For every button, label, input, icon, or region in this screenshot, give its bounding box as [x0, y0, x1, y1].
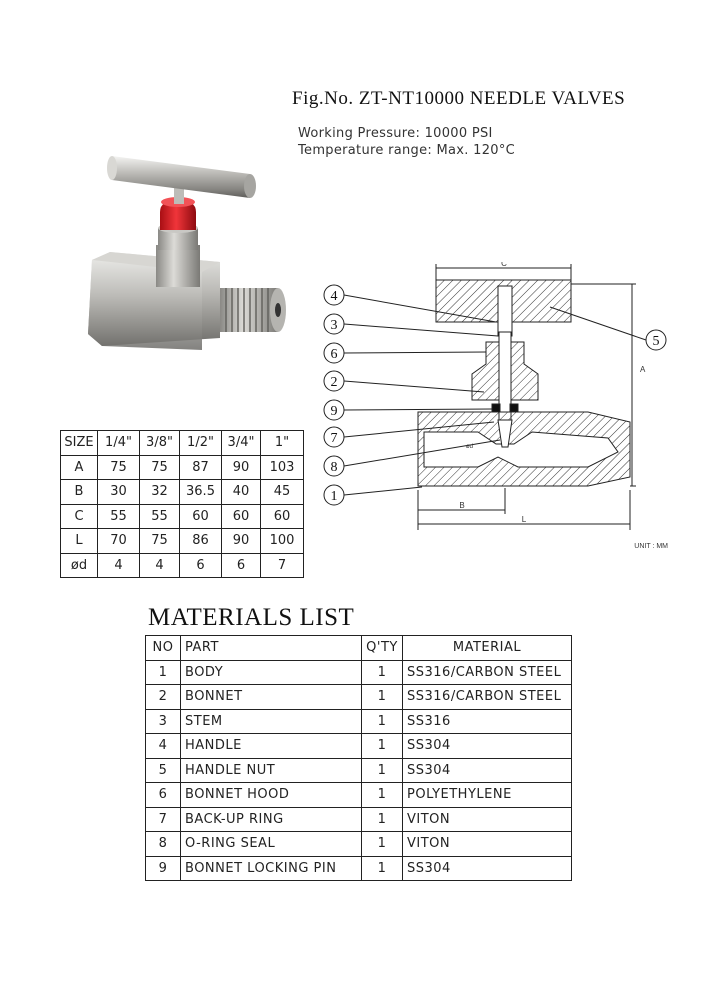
table-row	[146, 758, 572, 783]
size-dimension-table	[60, 430, 304, 578]
callout-8: 8	[330, 460, 338, 475]
cell-no: 3	[146, 709, 181, 734]
table-header-cell: SIZE	[61, 431, 98, 456]
cell-no: 6	[146, 783, 181, 808]
unit-label: UNIT : MM	[634, 543, 668, 550]
table-cell: 90	[222, 529, 261, 554]
table-cell: 86	[180, 529, 222, 554]
cell-no: 2	[146, 685, 181, 710]
materials-table	[145, 635, 572, 881]
table-cell: 75	[98, 455, 140, 480]
table-cell: 40	[222, 480, 261, 505]
cell-no: 8	[146, 832, 181, 857]
cell-qty: 1	[362, 709, 403, 734]
callout-9: 9	[330, 404, 338, 419]
page-title: Fig.No. ZT-NT10000 NEEDLE VALVES	[292, 88, 626, 109]
table-row	[61, 455, 304, 480]
cell-qty: 1	[362, 758, 403, 783]
callout-4: 4	[330, 289, 338, 304]
table-cell: 45	[261, 480, 304, 505]
table-row	[146, 783, 572, 808]
table-row	[146, 660, 572, 685]
table-cell: 60	[180, 504, 222, 529]
table-row	[61, 529, 304, 554]
dim-label-a: A	[640, 365, 646, 374]
cell-part: BONNET HOOD	[181, 783, 362, 808]
table-cell: 7	[261, 553, 304, 578]
table-row	[146, 856, 572, 881]
cell-material: VITON	[403, 807, 572, 832]
cell-material: SS316/CARBON STEEL	[403, 685, 572, 710]
table-cell: 60	[222, 504, 261, 529]
table-cell: 55	[140, 504, 180, 529]
table-row	[146, 709, 572, 734]
valve-photo	[70, 150, 290, 365]
cell-qty: 1	[362, 685, 403, 710]
table-header-row	[146, 636, 572, 661]
row-label: C	[61, 504, 98, 529]
callout-6: 6	[330, 347, 338, 362]
table-cell: 4	[140, 553, 180, 578]
cell-part: BONNET LOCKING PIN	[181, 856, 362, 881]
callout-7: 7	[330, 431, 338, 446]
table-cell: 60	[261, 504, 304, 529]
cell-part: BONNET	[181, 685, 362, 710]
table-cell: 75	[140, 529, 180, 554]
dim-label-b: B	[459, 501, 465, 510]
valve-cross-section-drawing	[318, 262, 673, 550]
table-row	[146, 807, 572, 832]
row-label: A	[61, 455, 98, 480]
cell-qty: 1	[362, 856, 403, 881]
working-pressure: Working Pressure: 10000 PSI	[298, 126, 493, 141]
table-header-cell: 1"	[261, 431, 304, 456]
callout-1: 1	[330, 489, 338, 504]
table-cell: 55	[98, 504, 140, 529]
cell-material: SS304	[403, 856, 572, 881]
cell-material: VITON	[403, 832, 572, 857]
cell-no: 4	[146, 734, 181, 759]
cell-qty: 1	[362, 832, 403, 857]
table-header-cell: 1/2"	[180, 431, 222, 456]
cell-part: HANDLE	[181, 734, 362, 759]
cell-part: STEM	[181, 709, 362, 734]
cell-material: SS304	[403, 734, 572, 759]
cell-material: POLYETHYLENE	[403, 783, 572, 808]
table-cell: 30	[98, 480, 140, 505]
cell-part: O-RING SEAL	[181, 832, 362, 857]
table-row	[146, 734, 572, 759]
row-label: L	[61, 529, 98, 554]
table-cell: 75	[140, 455, 180, 480]
cell-qty: 1	[362, 783, 403, 808]
table-cell: 4	[98, 553, 140, 578]
header-no: NO	[146, 636, 181, 661]
table-cell: 87	[180, 455, 222, 480]
callout-5: 5	[652, 334, 660, 349]
table-header-cell: 3/8"	[140, 431, 180, 456]
table-header-cell: 3/4"	[222, 431, 261, 456]
cell-part: BODY	[181, 660, 362, 685]
cell-no: 1	[146, 660, 181, 685]
table-cell: 90	[222, 455, 261, 480]
callout-3: 3	[330, 318, 338, 333]
table-cell: 6	[222, 553, 261, 578]
table-cell: 36.5	[180, 480, 222, 505]
header-qty: Q'TY	[362, 636, 403, 661]
table-cell: 70	[98, 529, 140, 554]
dim-label-l: L	[521, 515, 527, 524]
table-row	[61, 504, 304, 529]
table-cell: 100	[261, 529, 304, 554]
cell-part: BACK-UP RING	[181, 807, 362, 832]
table-row	[61, 480, 304, 505]
row-label: ød	[61, 553, 98, 578]
row-label: B	[61, 480, 98, 505]
cell-part: HANDLE NUT	[181, 758, 362, 783]
header-material: MATERIAL	[403, 636, 572, 661]
header-part: PART	[181, 636, 362, 661]
temperature-range: Temperature range: Max. 120°C	[298, 143, 516, 158]
cell-qty: 1	[362, 660, 403, 685]
cell-no: 7	[146, 807, 181, 832]
table-header-row	[61, 431, 304, 456]
cell-no: 5	[146, 758, 181, 783]
cell-qty: 1	[362, 807, 403, 832]
cell-qty: 1	[362, 734, 403, 759]
cell-material: SS316/CARBON STEEL	[403, 660, 572, 685]
table-row	[146, 685, 572, 710]
table-header-cell: 1/4"	[98, 431, 140, 456]
table-cell: 6	[180, 553, 222, 578]
dim-label-c: C	[501, 262, 507, 268]
table-row	[61, 553, 304, 578]
cell-material: SS316	[403, 709, 572, 734]
cell-no: 9	[146, 856, 181, 881]
table-cell: 103	[261, 455, 304, 480]
callout-2: 2	[330, 375, 338, 390]
dim-label-d: ød	[466, 444, 474, 450]
table-cell: 32	[140, 480, 180, 505]
table-row	[146, 832, 572, 857]
materials-list-title: MATERIALS LIST	[148, 604, 355, 631]
cell-material: SS304	[403, 758, 572, 783]
